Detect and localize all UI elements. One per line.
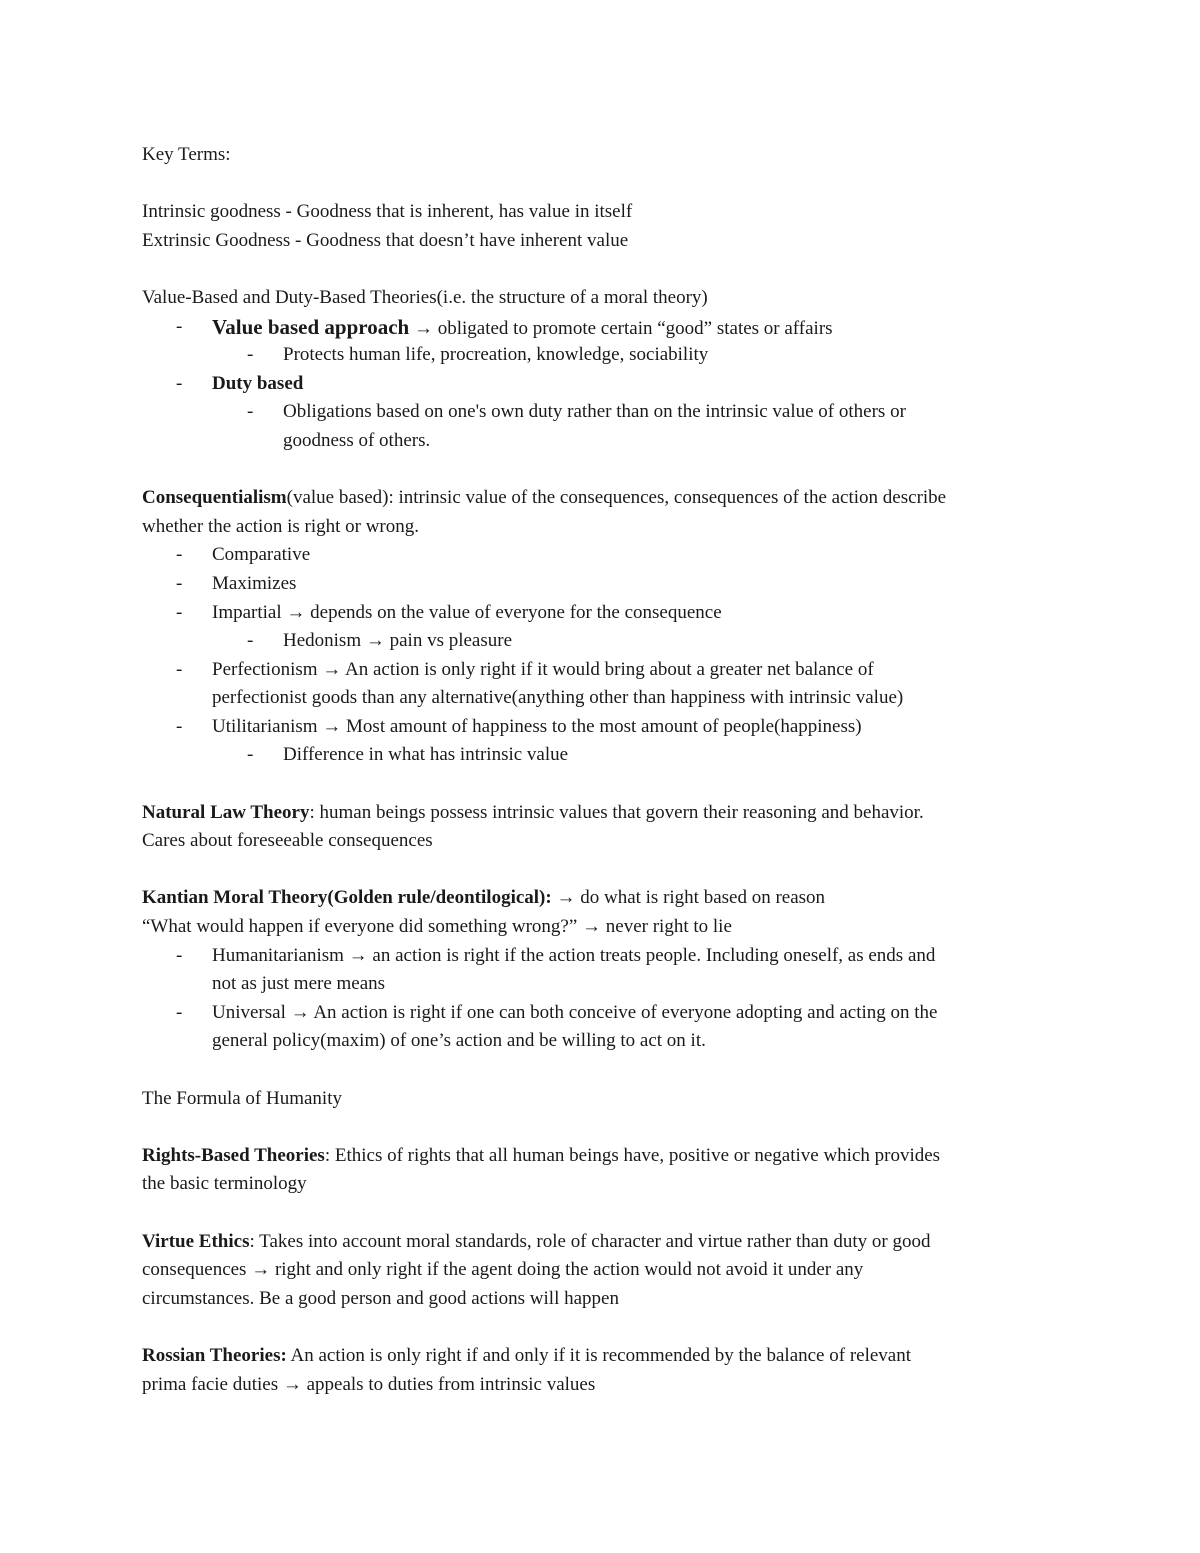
spacer (142, 770, 1062, 799)
bullet-dash: - (176, 601, 183, 623)
list-item-utilitarianism (142, 713, 1062, 742)
rossian-paragraph (142, 1342, 1062, 1371)
humanitarianism-continuation: not as just mere means (212, 973, 386, 995)
rights-text: : Ethics of rights that all human beings have, positive or negative which provides (324, 1144, 941, 1166)
maximizes-text: Maximizes (212, 572, 297, 594)
rights-term: Rights-Based Theories (142, 1144, 325, 1166)
bullet-dash: - (176, 572, 183, 594)
list-item-hedonism (142, 627, 1062, 656)
hedonism-text: Hedonism → pain vs pleasure (283, 630, 513, 652)
universal-continuation: general policy(maxim) of one’s action and be willing to act on it. (212, 1030, 706, 1052)
bullet-dash: - (176, 658, 183, 680)
kantian-question: “What would happen if everyone did something wrong?” → never right to lie (142, 916, 732, 938)
utilitarianism-text: Utilitarianism → Most amount of happiness to the most amount of people(happiness) (212, 715, 862, 737)
consequentialism-paragraph (142, 484, 1062, 513)
kantian-paragraph (142, 884, 1062, 913)
virtue-continuation-1: consequences → right and only right if the agent doing the action would not avoid it under any (142, 1259, 864, 1281)
spacer (142, 1113, 1062, 1142)
spacer (142, 1056, 1062, 1085)
rossian-continuation: prima facie duties → appeals to duties from intrinsic values (142, 1373, 596, 1395)
consequentialism-term: Consequentialism (142, 487, 287, 509)
list-item-impartial (142, 599, 1062, 628)
list-item-difference (142, 741, 1062, 770)
kantian-text: → do what is right based on reason (551, 887, 826, 909)
value-based-sub-text: Protects human life, procreation, knowledge, sociability (283, 344, 709, 366)
consequentialism-text: (value based): intrinsic value of the consequences, consequences of the action describe (286, 487, 947, 509)
list-item-value-based-sub (142, 341, 1062, 370)
consequentialism-continuation: whether the action is right or wrong. (142, 515, 420, 537)
list-item-duty-based-sub (142, 398, 1062, 427)
bullet-dash: - (176, 715, 183, 737)
bullet-dash: - (247, 401, 254, 423)
humanitarianism-text: Humanitarianism → an action is right if the action treats people. Including oneself, as ends and (212, 944, 936, 966)
key-terms-heading: Key Terms: (142, 144, 231, 165)
value-based-text: → obligated to promote certain “good” states or affairs (409, 317, 833, 339)
spacer (142, 170, 1062, 199)
formula-of-humanity-line: The Formula of Humanity (142, 1087, 342, 1109)
bullet-dash: - (176, 944, 183, 966)
bullet-dash: - (176, 1001, 183, 1023)
duty-based-term: Duty based (212, 372, 304, 394)
natural-law-text: : human beings possess intrinsic values that govern their reasoning and behavior. (309, 801, 924, 823)
duty-based-sub-text: Obligations based on one's own duty rather than on the intrinsic value of others or (283, 401, 906, 423)
natural-law-term: Natural Law Theory (142, 801, 310, 823)
bullet-dash: - (247, 744, 254, 766)
bullet-dash: - (247, 630, 254, 652)
spacer (142, 1313, 1062, 1342)
virtue-paragraph (142, 1228, 1062, 1257)
perfectionism-continuation: perfectionist goods than any alternative(anything other than happiness with intrinsic value) (212, 687, 904, 709)
kantian-term: Kantian Moral Theory(Golden rule/deontilogical): (142, 887, 552, 909)
list-item-humanitarianism (142, 942, 1062, 971)
spacer (142, 255, 1062, 284)
list-item-maximizes (142, 570, 1062, 599)
extrinsic-goodness-line: Extrinsic Goodness - Goodness that doesn’t have inherent value (142, 229, 629, 251)
list-item-perfectionism (142, 656, 1062, 685)
spacer (142, 456, 1062, 485)
natural-law-paragraph (142, 799, 1062, 828)
bullet-dash: - (176, 544, 183, 566)
virtue-continuation-2: circumstances. Be a good person and good actions will happen (142, 1287, 619, 1309)
list-item-universal (142, 999, 1062, 1028)
spacer (142, 856, 1062, 885)
list-item-comparative (142, 541, 1062, 570)
intrinsic-goodness-line: Intrinsic goodness - Goodness that is inherent, has value in itself (142, 201, 633, 223)
rights-continuation: the basic terminology (142, 1173, 307, 1195)
value-based-term: Value based approach (212, 314, 410, 339)
difference-text: Difference in what has intrinsic value (283, 744, 569, 766)
virtue-term: Virtue Ethics (142, 1230, 250, 1252)
spacer (142, 1199, 1062, 1228)
comparative-text: Comparative (212, 544, 311, 566)
impartial-text: Impartial → depends on the value of everyone for the consequence (212, 601, 722, 623)
bullet-dash: - (176, 372, 183, 394)
rossian-text: An action is only right if and only if it is recommended by the balance of relevant (286, 1344, 912, 1366)
list-item-duty-based (142, 370, 1062, 399)
rights-paragraph (142, 1142, 1062, 1171)
rossian-term: Rossian Theories: (142, 1344, 287, 1366)
bullet-dash: - (176, 315, 183, 337)
duty-based-sub-continuation: goodness of others. (283, 429, 431, 451)
universal-text: Universal → An action is right if one can both conceive of everyone adopting and acting on the (212, 1001, 938, 1023)
perfectionism-text: Perfectionism → An action is only right if it would bring about a greater net balance of (212, 658, 874, 680)
virtue-text: : Takes into account moral standards, role of character and virtue rather than duty or good (249, 1230, 931, 1252)
value-duty-heading: Value-Based and Duty-Based Theories(i.e. the structure of a moral theory) (142, 286, 708, 308)
list-item-value-based (142, 313, 1062, 342)
document-page (142, 141, 1062, 1399)
natural-law-continuation: Cares about foreseeable consequences (142, 830, 433, 852)
bullet-dash: - (247, 344, 254, 366)
